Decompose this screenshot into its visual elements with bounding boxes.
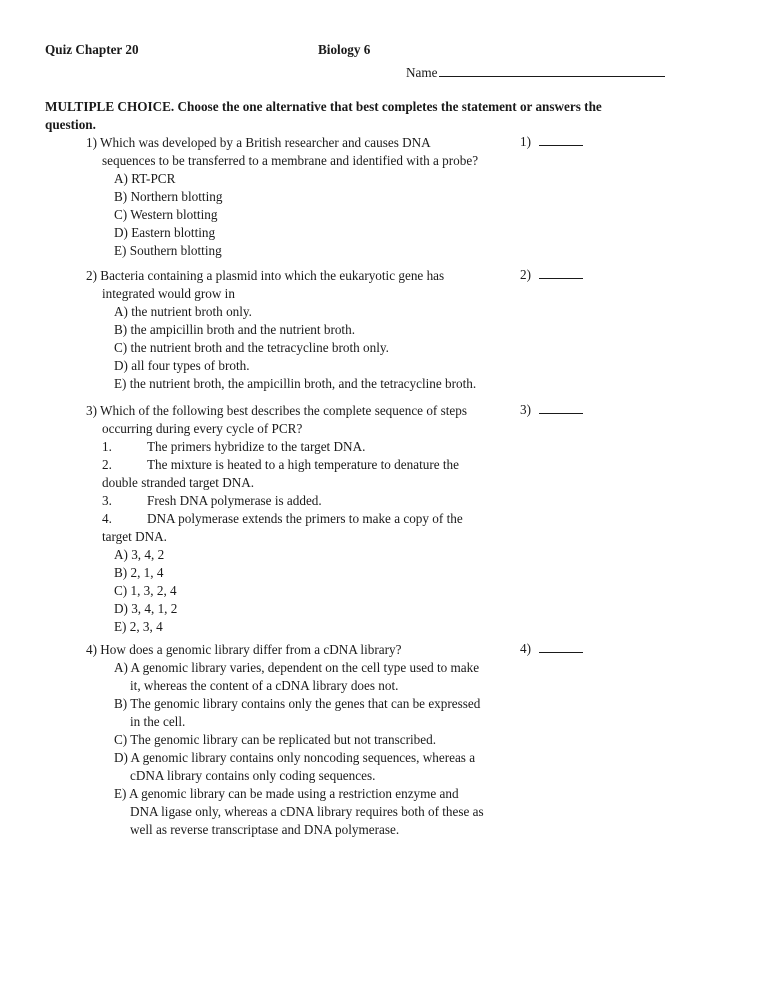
answer-blank[interactable] <box>539 134 583 146</box>
question-stem-continued: occurring during every cycle of PCR? <box>102 421 303 436</box>
question-stem: 4) How does a genomic library differ from a cDNA library? <box>86 642 402 657</box>
answer-slot-4[interactable] <box>520 641 583 657</box>
option-a: A) the nutrient broth only. <box>114 304 252 319</box>
name-field[interactable] <box>406 64 665 81</box>
option-a: A) RT-PCR <box>114 171 176 186</box>
instructions: MULTIPLE CHOICE. Choose the one alternative that best completes the statement or answers the question. <box>45 99 602 132</box>
question-stem: 1) Which was developed by a British researcher and causes DNA <box>86 135 431 150</box>
question-stem-continued: integrated would grow in <box>102 286 235 301</box>
quiz-title: Quiz Chapter 20 <box>45 42 139 57</box>
option-d: D) Eastern blotting <box>114 225 216 240</box>
answer-blank[interactable] <box>539 641 583 653</box>
question-stem: 2) Bacteria containing a plasmid into which the eukaryotic gene has <box>86 268 445 283</box>
pcr-step-2: 2. The mixture is heated to a high temperature to denature the <box>102 457 459 472</box>
option-c: C) The genomic library can be replicated but not transcribed. <box>114 732 436 747</box>
option-b: B) 2, 1, 4 <box>114 565 164 580</box>
answer-label: 1) <box>520 134 531 149</box>
answer-slot-2[interactable] <box>520 267 583 283</box>
option-d-continued: cDNA library contains only coding sequences. <box>130 768 376 783</box>
option-c: C) the nutrient broth and the tetracycline broth only. <box>114 340 389 355</box>
answer-label: 4) <box>520 641 531 656</box>
question-stem: 3) Which of the following best describes the complete sequence of steps <box>86 403 467 418</box>
option-e: E) the nutrient broth, the ampicillin broth, and the tetracycline broth. <box>114 376 477 391</box>
option-b-continued: in the cell. <box>130 714 186 729</box>
option-e-continued-1: DNA ligase only, whereas a cDNA library requires both of these as <box>130 804 484 819</box>
option-d: D) A genomic library contains only noncoding sequences, whereas a <box>114 750 476 765</box>
answer-blank[interactable] <box>539 402 583 414</box>
name-label: Name <box>406 65 438 80</box>
question-2 <box>86 267 606 393</box>
option-e: E) Southern blotting <box>114 243 222 258</box>
answer-label: 2) <box>520 267 531 282</box>
question-1 <box>86 134 606 260</box>
option-b: B) Northern blotting <box>114 189 223 204</box>
answer-slot-3[interactable] <box>520 402 583 418</box>
pcr-step-3: 3. Fresh DNA polymerase is added. <box>102 493 322 508</box>
option-e: E) A genomic library can be made using a restriction enzyme and <box>114 786 459 801</box>
question-4 <box>86 641 606 839</box>
option-a-continued: it, whereas the content of a cDNA library does not. <box>130 678 399 693</box>
question-stem-continued: sequences to be transferred to a membrane and identified with a probe? <box>102 153 479 168</box>
answer-blank[interactable] <box>539 267 583 279</box>
option-c: C) 1, 3, 2, 4 <box>114 583 177 598</box>
option-d: D) all four types of broth. <box>114 358 250 373</box>
pcr-step-4-continued: target DNA. <box>102 529 167 544</box>
option-b: B) The genomic library contains only the genes that can be expressed <box>114 696 481 711</box>
question-3 <box>86 402 606 636</box>
pcr-step-1: 1. The primers hybridize to the target DNA. <box>102 439 366 454</box>
option-a: A) 3, 4, 2 <box>114 547 165 562</box>
option-c: C) Western blotting <box>114 207 218 222</box>
pcr-step-2-continued: double stranded target DNA. <box>102 475 255 490</box>
answer-slot-1[interactable] <box>520 134 583 150</box>
option-d: D) 3, 4, 1, 2 <box>114 601 178 616</box>
answer-label: 3) <box>520 402 531 417</box>
option-a: A) A genomic library varies, dependent on the cell type used to make <box>114 660 480 675</box>
pcr-step-4: 4. DNA polymerase extends the primers to make a copy of the <box>102 511 463 526</box>
name-blank-line[interactable] <box>439 64 665 77</box>
course-title: Biology 6 <box>318 42 371 57</box>
option-e: E) 2, 3, 4 <box>114 619 163 634</box>
option-e-continued-2: well as reverse transcriptase and DNA polymerase. <box>130 822 400 837</box>
option-b: B) the ampicillin broth and the nutrient broth. <box>114 322 355 337</box>
